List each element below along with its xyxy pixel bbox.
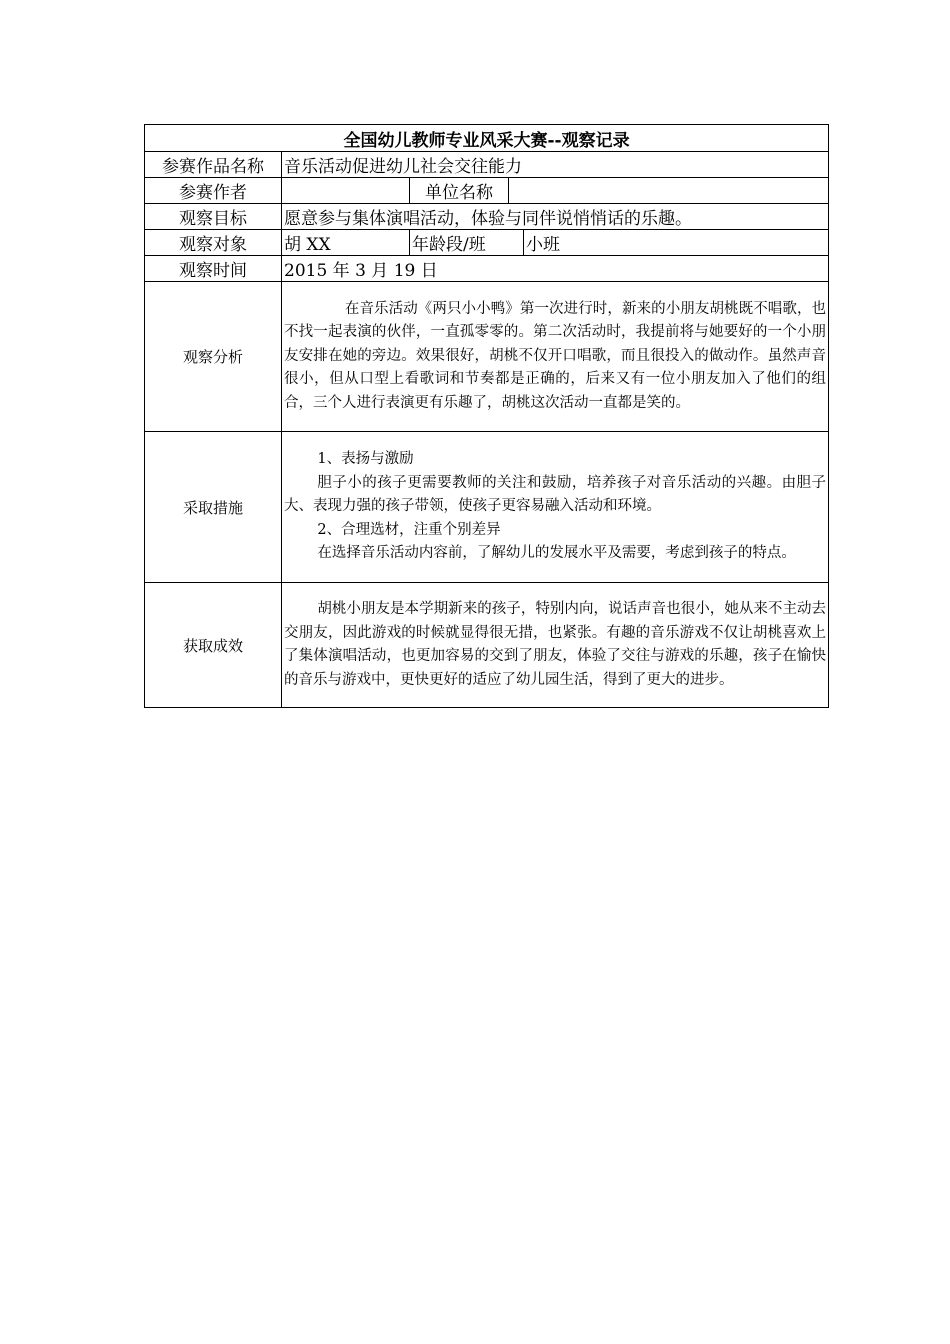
analysis-row — [145, 282, 829, 432]
author-label: 参赛作者 — [145, 178, 282, 204]
results-row — [145, 583, 829, 708]
work-name-label: 参赛作品名称 — [145, 152, 282, 178]
results-label: 获取成效 — [145, 583, 282, 708]
measure-item-2-title: 2、合理选材，注重个别差异 — [317, 521, 501, 538]
unit-name-label: 单位名称 — [410, 178, 509, 204]
measures-label: 采取措施 — [145, 432, 282, 583]
grade-label: 年龄段/班 — [410, 230, 524, 256]
analysis-label: 观察分析 — [145, 282, 282, 432]
time-row — [145, 256, 829, 282]
unit-name-value — [509, 178, 829, 204]
results-text: 胡桃小朋友是本学期新来的孩子，特别内向，说话声音也很小，她从来不主动去交朋友，因此游戏的时候就显得很无措，也紧张。有趣的音乐游戏不仅让胡桃喜欢上了集体演唱活动，也更加容易的交到了朋友，体验了交往与游戏的乐趣，孩子在愉快的音乐与游戏中，更快更好的适应了幼儿园生活，得到了更大的进步。 — [284, 601, 827, 688]
goal-row — [145, 204, 829, 230]
analysis-cell — [282, 282, 829, 432]
goal-value: 愿意参与集体演唱活动，体验与同伴说悄悄话的乐趣。 — [282, 204, 829, 230]
time-value: 2015 年 3 月 19 日 — [282, 256, 829, 282]
observation-record-table — [144, 124, 829, 708]
subject-label: 观察对象 — [145, 230, 282, 256]
work-name-row — [145, 152, 829, 178]
measure-item-1-title: 1、表扬与激励 — [317, 451, 414, 468]
measure-item-1-text: 胆子小的孩子更需要教师的关注和鼓励，培养孩子对音乐活动的兴趣。由胆子大、表现力强的孩子带领，使孩子更容易融入活动和环境。 — [284, 474, 827, 515]
analysis-text: 在音乐活动《两只小小鸭》第一次进行时，新来的小朋友胡桃既不唱歌，也不找一起表演的伙伴，一直孤零零的。第二次活动时，我提前将与她要好的一个小朋友安排在她的旁边。效果很好，胡桃不仅开口唱歌，而且很投入的做动作。虽然声音很小，但从口型上看歌词和节奏都是正确的，后来又有一位小朋友加入了他们的组合，三个人进行表演更有乐趣了，胡桃这次活动一直都是笑的。 — [284, 300, 827, 411]
measures-row — [145, 432, 829, 583]
subject-value: 胡 XX — [282, 230, 410, 256]
work-name-value: 音乐活动促进幼儿社会交往能力 — [282, 152, 829, 178]
measure-item-2-text: 在选择音乐活动内容前，了解幼儿的发展水平及需要，考虑到孩子的特点。 — [317, 545, 796, 562]
measures-cell — [282, 432, 829, 583]
author-value — [282, 178, 410, 204]
grade-value: 小班 — [524, 230, 829, 256]
author-row — [145, 178, 829, 204]
goal-label: 观察目标 — [145, 204, 282, 230]
results-cell — [282, 583, 829, 708]
record-title: 全国幼儿教师专业风采大赛--观察记录 — [145, 125, 829, 152]
subject-row — [145, 230, 829, 256]
time-label: 观察时间 — [145, 256, 282, 282]
